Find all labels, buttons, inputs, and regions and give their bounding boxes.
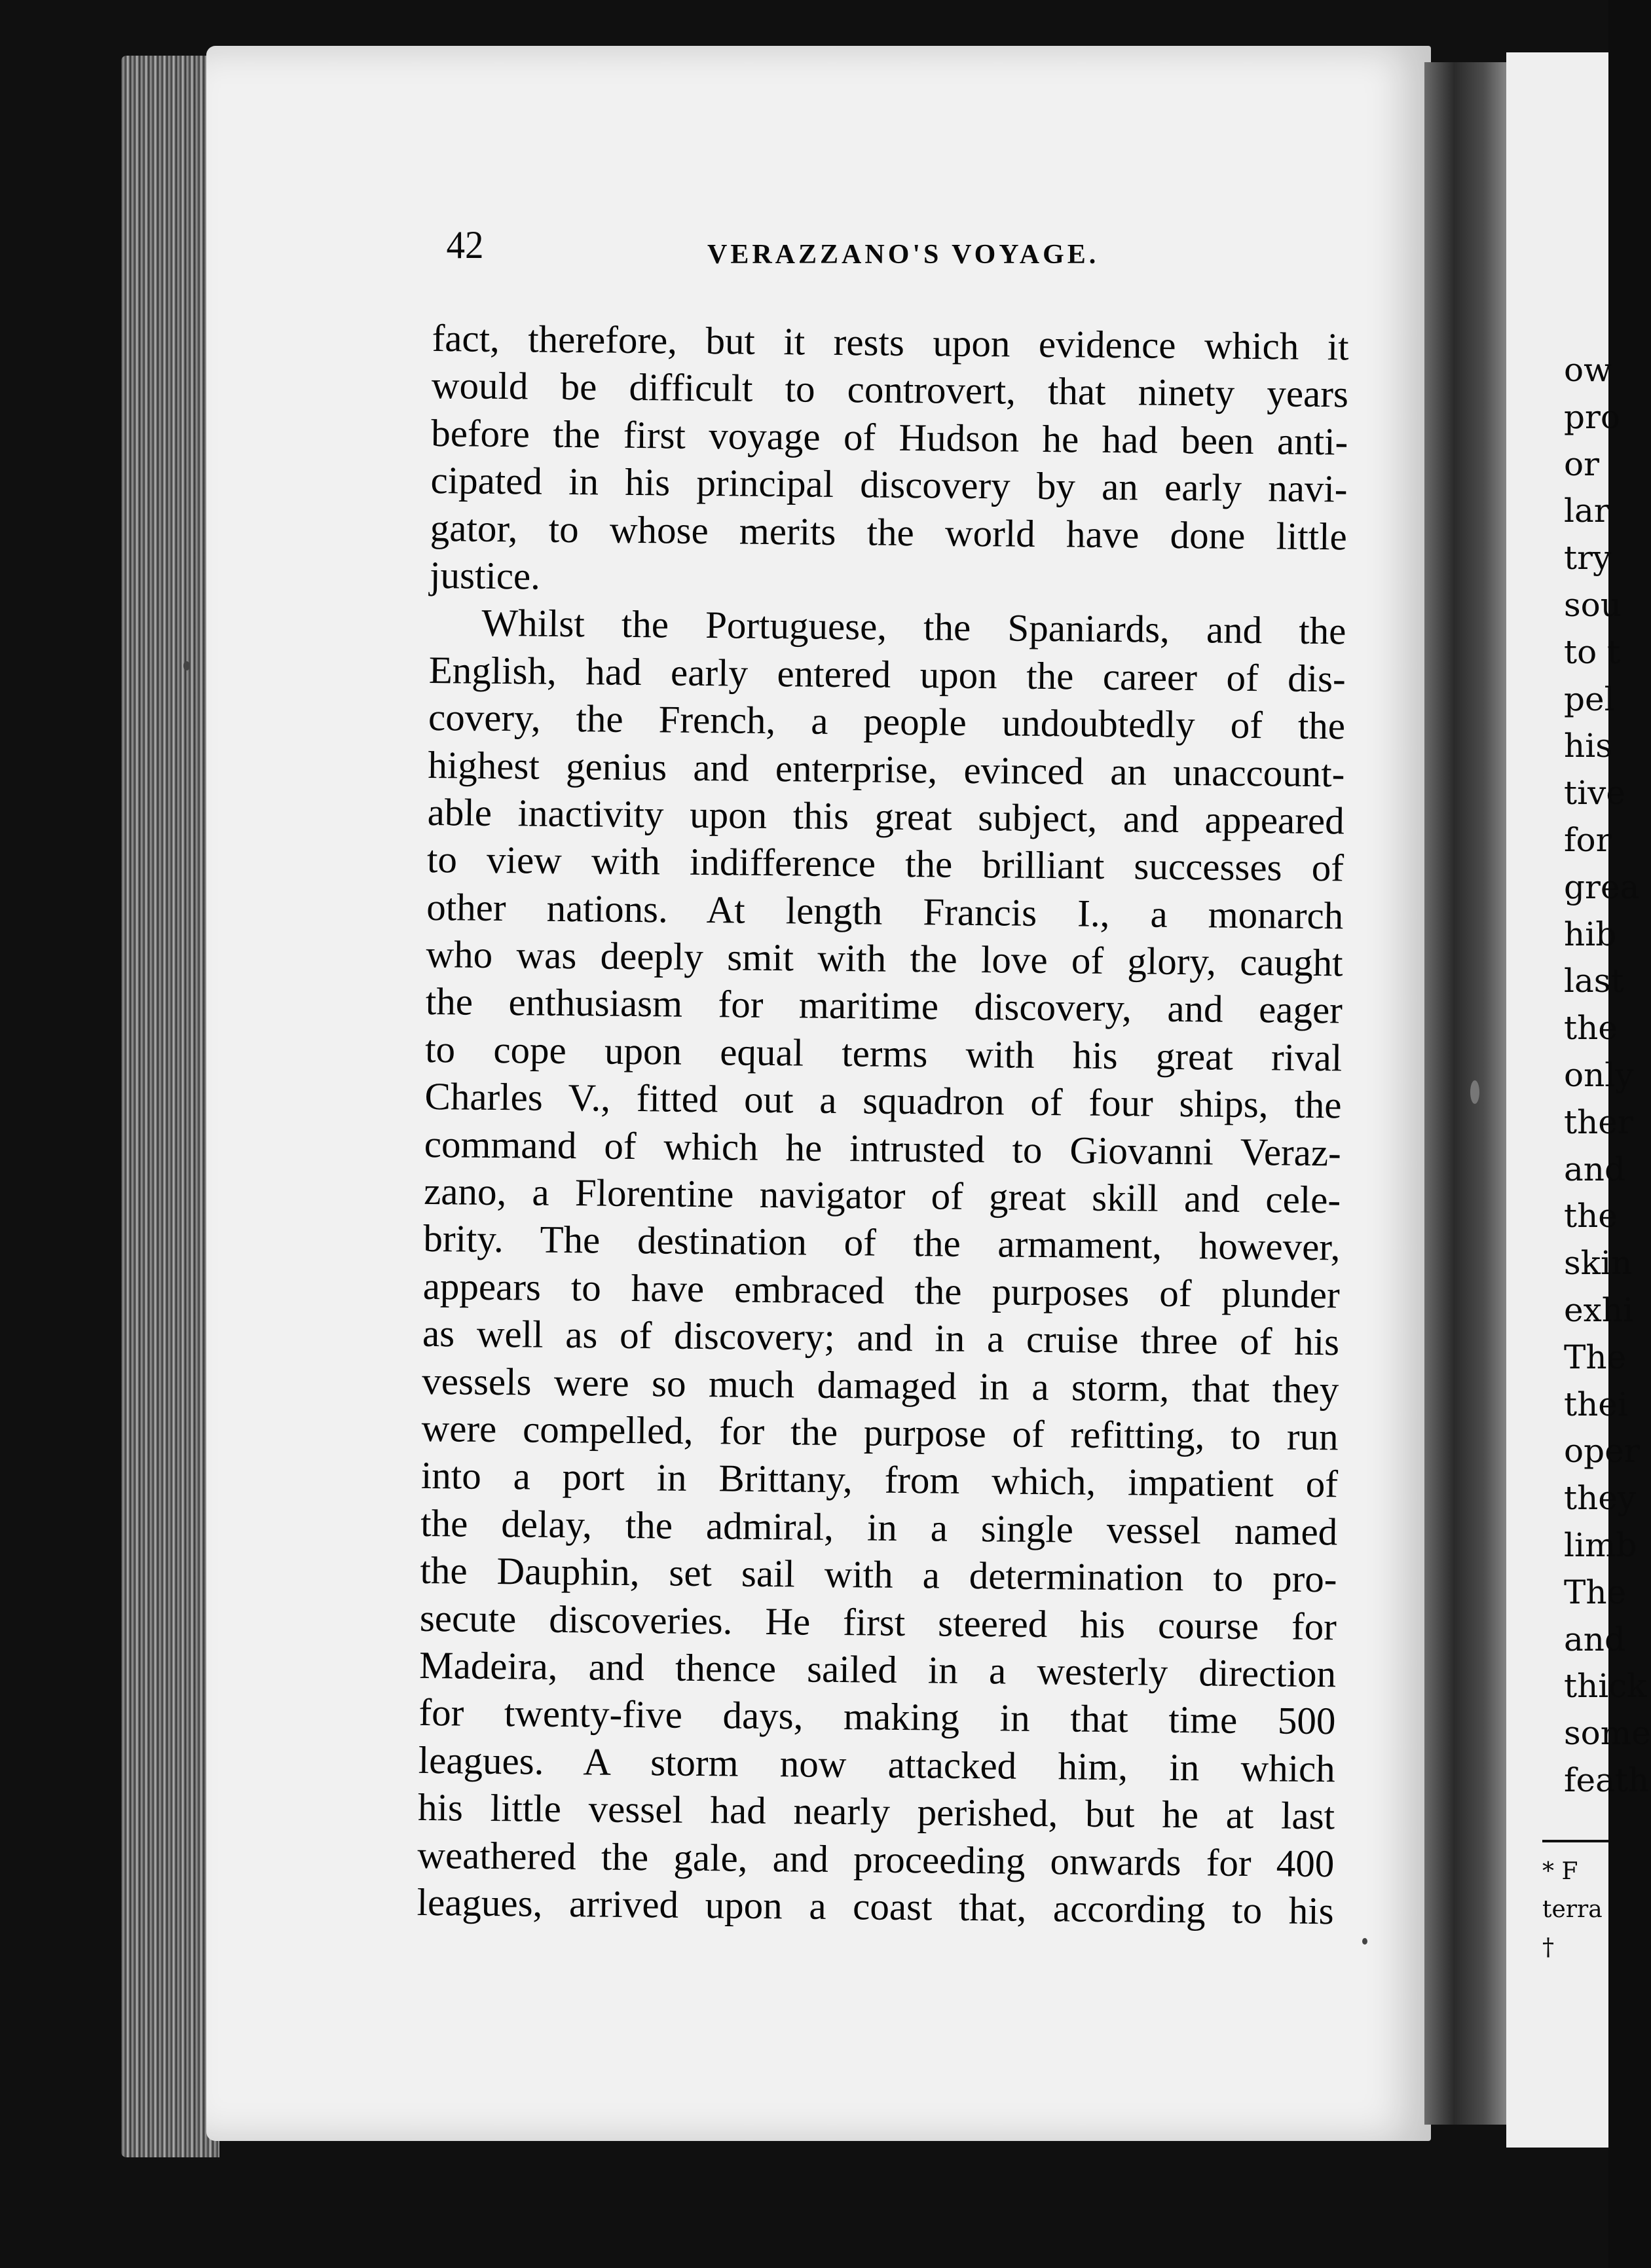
text-line: the enthusiasm for maritime discovery, and eager: [425, 979, 1343, 1032]
facing-line: try: [1564, 539, 1612, 577]
facing-line: and: [1564, 1620, 1626, 1658]
facing-page-footnotes: [1542, 1853, 1608, 1967]
facing-line: The: [1564, 1573, 1627, 1611]
text-line: English, had early entered upon the career of dis-: [428, 648, 1346, 701]
text-line: other nations. At length Francis I., a monarch: [426, 885, 1344, 938]
text-line: brity. The destination of the armament, however,: [423, 1216, 1341, 1269]
facing-line: the: [1564, 1009, 1618, 1048]
text-line: justice.: [429, 553, 541, 598]
text-line: appears to have embraced the purposes of plunder: [422, 1264, 1341, 1317]
text-line: for twenty-five days, making in that time 500: [418, 1691, 1336, 1743]
facing-line: exhi: [1564, 1290, 1633, 1329]
scan-speck: [183, 661, 190, 670]
facing-line: only: [1564, 1055, 1634, 1094]
facing-page-text: [1564, 347, 1651, 1804]
text-line: weathered the gale, and proceeding onwards for 400: [417, 1833, 1335, 1885]
scan-speck: [1362, 1938, 1367, 1945]
facing-line: skin: [1564, 1244, 1633, 1283]
facing-line: to t: [1564, 632, 1621, 671]
facing-line: limb: [1564, 1526, 1637, 1564]
text-line: to view with indifference the brilliant successes of: [426, 837, 1345, 890]
facing-line: the: [1564, 1197, 1618, 1235]
facing-line: grea: [1564, 868, 1640, 906]
facing-line: oper: [1564, 1432, 1640, 1471]
facing-line: lar: [1564, 492, 1610, 530]
text-line: Madeira, and thence sailed in a westerly direction: [418, 1643, 1337, 1696]
page-edges: [121, 56, 219, 2157]
text-line: leagues, arrived upon a coast that, according to his: [417, 1880, 1334, 1933]
facing-line: last: [1564, 962, 1624, 1000]
text-line: gator, to whose merits the world have done little: [430, 505, 1348, 558]
text-line: before the first voyage of Hudson he had been anti-: [430, 411, 1348, 464]
scan-speck: [1470, 1080, 1479, 1104]
body-text: [417, 314, 1349, 1935]
facing-line: hib: [1564, 915, 1617, 953]
text-line: secute discoveries. He first steered his course for: [419, 1596, 1337, 1648]
text-line: highest genius and enterprise, evinced an unaccount-: [428, 742, 1345, 795]
text-line: cipated in his principal discovery by an early navi-: [430, 458, 1348, 511]
facing-line: ther: [1564, 1103, 1633, 1141]
text-line: would be difficult to controvert, that ninety years: [431, 363, 1349, 416]
footnote-rule: [1542, 1840, 1608, 1842]
text-line: fact, therefore, but it rests upon evidence which it: [432, 316, 1349, 369]
text-line: Charles V., fitted out a squadron of four ships, the: [424, 1074, 1342, 1127]
facing-line: for: [1564, 820, 1612, 859]
facing-line: thei: [1564, 1385, 1628, 1423]
facing-line: sou: [1564, 585, 1622, 624]
text-line: who was deeply smit with the love of glory, caught: [426, 932, 1343, 985]
facing-line: his: [1564, 727, 1612, 765]
running-head: VERAZZANO'S VOYAGE.: [707, 240, 1100, 270]
text-line: covery, the French, a people undoubtedly of the: [428, 695, 1346, 748]
footnote-line: terra: [1542, 1896, 1603, 1923]
facing-line: pro: [1564, 397, 1621, 436]
text-line: into a port in Brittany, from which, impatient of: [420, 1454, 1339, 1506]
text-line: were compelled, for the purpose of refitting, to run: [421, 1406, 1339, 1459]
text-line: to cope upon equal terms with his great rival: [424, 1027, 1343, 1080]
facing-line: they: [1564, 1479, 1637, 1518]
facing-line: The: [1564, 1338, 1627, 1376]
text-line: zano, a Florentine navigator of great skill and cele-: [423, 1169, 1341, 1222]
facing-line: some: [1564, 1714, 1651, 1753]
page-number: 42: [446, 223, 484, 266]
text-line: command of which he intrusted to Giovanni Veraz-: [424, 1122, 1342, 1175]
text-line: the Dauphin, set sail with a determination to pro-: [420, 1548, 1337, 1601]
text-line: vessels were so much damaged in a storm, that they: [422, 1359, 1339, 1411]
text-line: leagues. A storm now attacked him, in which: [418, 1738, 1336, 1791]
footnote-line: †: [1542, 1934, 1554, 1961]
book-gutter: [1424, 62, 1510, 2125]
facing-line: pel: [1564, 680, 1615, 718]
text-line: able inactivity upon this great subject, and appeared: [427, 790, 1345, 843]
facing-line: ow: [1564, 351, 1612, 389]
footnote-line: * F: [1542, 1858, 1578, 1885]
facing-line: thick: [1564, 1667, 1647, 1706]
facing-line: and: [1564, 1150, 1626, 1188]
facing-line: feath: [1564, 1761, 1650, 1799]
text-line: as well as of discovery; and in a cruise three of his: [422, 1311, 1340, 1364]
facing-line: tive: [1564, 774, 1625, 813]
text-line: the delay, the admiral, in a single vessel named: [420, 1501, 1338, 1554]
text-line: his little vessel had nearly perished, but he at last: [417, 1785, 1335, 1838]
facing-line: or: [1564, 445, 1600, 483]
text-line: Whilst the Portuguese, the Spaniards, and the: [481, 601, 1346, 653]
